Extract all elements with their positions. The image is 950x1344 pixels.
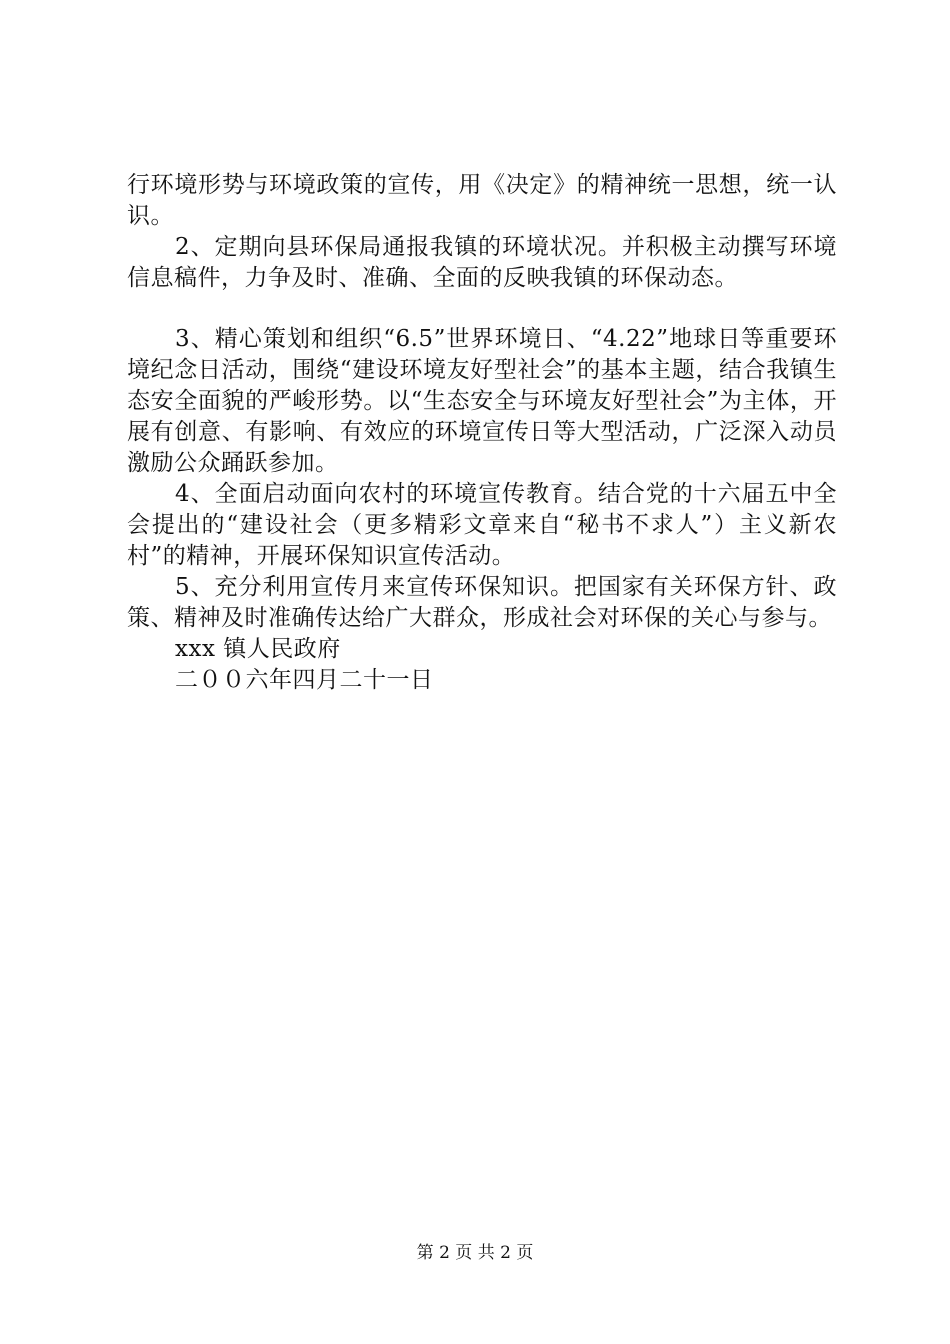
paragraph-item-3: 3、精心策划和组织“6.5”世界环境日、“4.22”地球日等重要环境纪念日活动，围绕“建设环境友好型社会”的基本主题，结合我镇生态安全面貌的严峻形势。以“生态安全与环境友好型社会”为主体，开展有创意、有影响、有效应的环境宣传日等大型活动，广泛深入动员激励公众踊跃参加。 bbox=[127, 326, 837, 476]
signature-date: 二００六年四月二十一日 bbox=[175, 667, 434, 693]
signature-organization: xxx 镇人民政府 bbox=[175, 636, 341, 662]
document-body bbox=[127, 170, 837, 696]
paragraph-continuation: 行环境形势与环境政策的宣传，用《决定》的精神统一思想，统一认识。 bbox=[127, 172, 837, 229]
paragraph-item-5: 5、充分利用宣传月来宣传环保知识。把国家有关环保方针、政策、精神及时准确传达给广大群众，形成社会对环保的关心与参与。 bbox=[127, 574, 837, 631]
paragraph-item-2: 2、定期向县环保局通报我镇的环境状况。并积极主动撰写环境信息稿件，力争及时、准确、全面的反映我镇的环保动态。 bbox=[127, 234, 837, 291]
paragraph-item-4: 4、全面启动面向农村的环境宣传教育。结合党的十六届五中全会提出的“建设社会（更多精彩文章来自“秘书不求人”）主义新农村”的精神，开展环保知识宣传活动。 bbox=[127, 481, 837, 569]
page-number-footer: 第 2 页 共 2 页 bbox=[416, 1243, 534, 1263]
